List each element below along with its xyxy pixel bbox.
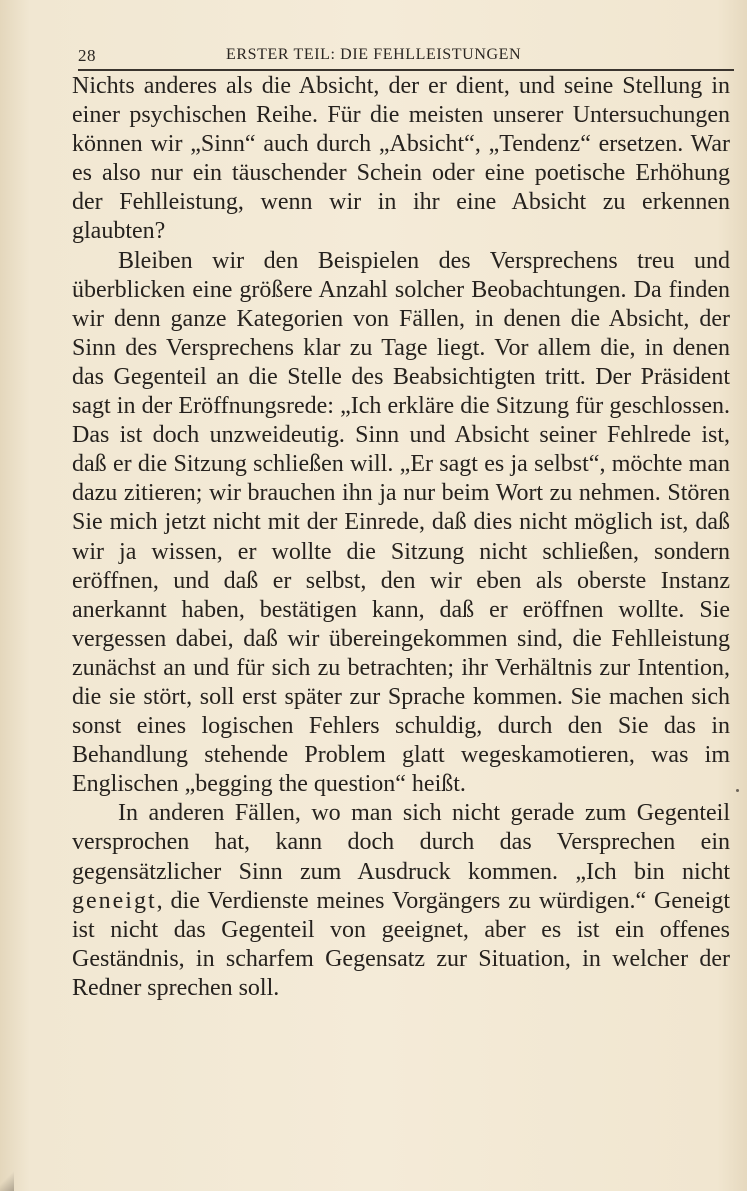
corner-shadow — [0, 1171, 14, 1191]
page-header — [78, 44, 730, 68]
page-number: 28 — [78, 46, 96, 65]
header-rule — [78, 69, 734, 71]
paragraph-3-text-before: In anderen Fällen, wo man sich nicht gerade zum Gegenteil versprochen hat, kann doch durch das Versprechen ein gegensätzlicher Sinn zum Ausdruck kommen. „Ich bin nicht — [72, 800, 730, 885]
paragraph-1: Nichts anderes als die Absicht, der er dient, und seine Stellung in einer psychischen Reihe. Für die meisten unserer Untersuchungen können wir „Sinn“ auch durch „Absicht“, „Tendenz“ ersetzen. War es also nur ein täuschender Schein oder eine poetische Erhöhung der Fehlleistung, wenn wir in ihr eine Absicht zu erkennen glaubten? — [72, 73, 730, 245]
paragraph-3-emphasis: geneigt — [72, 887, 157, 914]
running-head: ERSTER TEIL: DIE FEHLLEISTUNGEN — [226, 46, 522, 63]
paragraph-3 — [72, 799, 730, 1003]
body-text — [72, 72, 730, 1003]
paragraph-3-text-after: , die Verdienste meines Vorgängers zu würdigen.“ Geneigt ist nicht das Gegenteil von geeignet, aber es ist ein offenes Geständnis, in scharfem Gegensatz zur Situation, in welcher der Redner sprechen soll. — [72, 887, 730, 1001]
margin-mark — [736, 789, 739, 792]
paragraph-2: Bleiben wir den Beispielen des Versprechens treu und überblicken eine größere Anzahl solcher Beobachtungen. Da finden wir denn ganze Kategorien von Fällen, in denen die Absicht, der Sinn des Versprechens klar zu Tage liegt. Vor allem die, in denen das Gegenteil an die Stelle des Beabsichtigten tritt. Der Präsident sagt in der Eröffnungsrede: „Ich erkläre die Sitzung für geschlossen. Das ist doch unzweideutig. Sinn und Absicht seiner Fehlrede ist, daß er die Sitzung schließen will. „Er sagt es ja selbst“, möchte man dazu zitieren; wir brauchen ihn ja nur beim Wort zu nehmen. Stören Sie mich jetzt nicht mit der Einrede, daß dies nicht möglich ist, daß wir ja wissen, er wollte die Sitzung nicht schließen, sondern eröffnen, und daß er selbst, den wir eben als oberste Instanz anerkannt haben, bestätigen kann, daß er eröffnen wollte. Sie vergessen dabei, daß wir übereingekommen sind, die Fehlleistung zunächst an und für sich zu betrachten; ihr Verhältnis zur Intention, die sie stört, soll erst später zur Sprache kommen. Sie machen sich sonst eines logischen Fehlers schuldig, durch den Sie das in Behandlung stehende Problem glatt wegeskamotieren, was im Englischen „begging the question“ heißt. — [72, 247, 730, 798]
